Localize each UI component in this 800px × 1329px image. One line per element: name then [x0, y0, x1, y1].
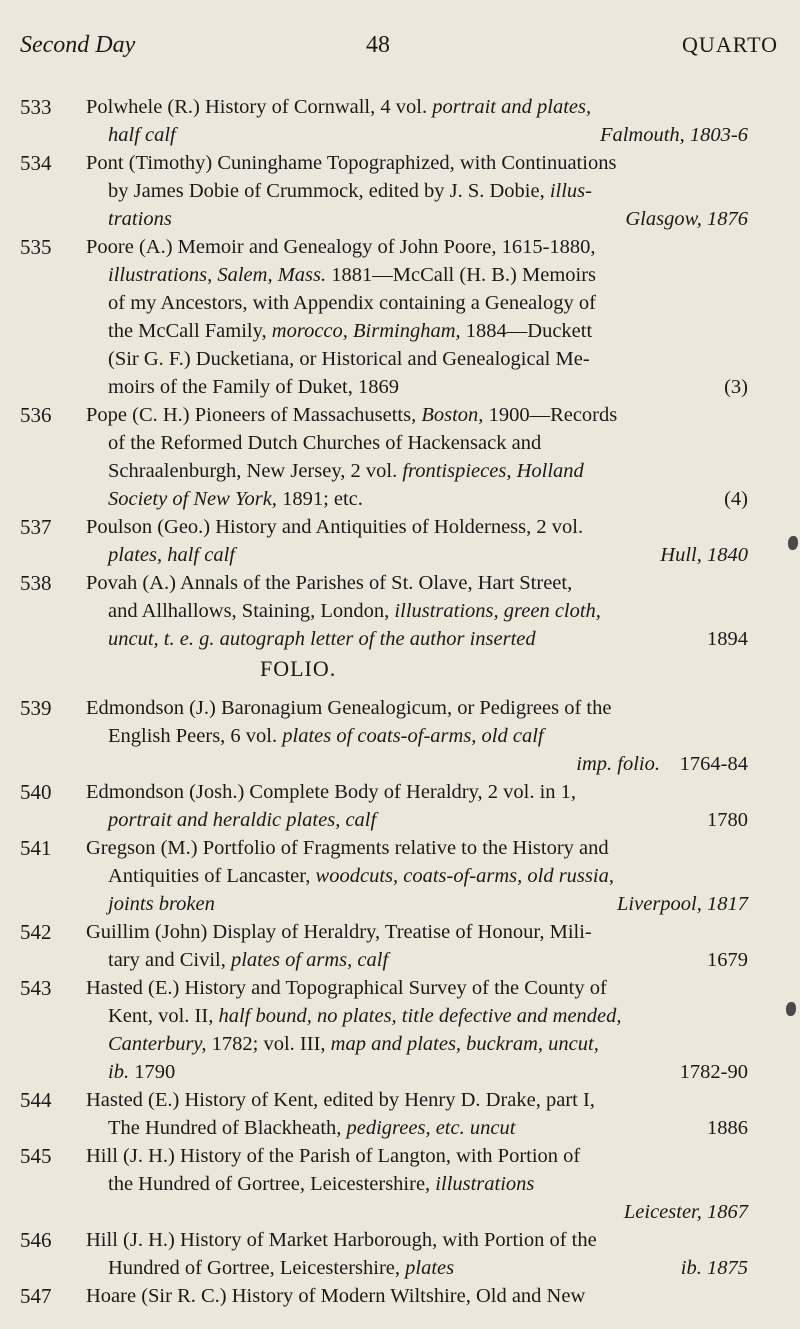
entry-text: joints broken	[108, 893, 215, 915]
entry-text: of the Reformed Dutch Churches of Hackensack and	[108, 432, 542, 454]
entry-text: pedigrees, etc. uncut	[346, 1117, 516, 1139]
entry-text: half bound, no plates, title defective and mended,	[218, 1005, 622, 1027]
entry-text: Kent, vol. II,	[108, 1005, 219, 1027]
entry-imprint: Falmouth, 1803-6	[599, 124, 748, 146]
entry-text: of my Ancestors, with Appendix containing a Genealogy of	[108, 292, 596, 314]
entry-text: 1881—McCall (H. B.) Memoirs	[326, 264, 597, 286]
lot-number: 541	[20, 836, 52, 860]
lot-number: 537	[20, 515, 52, 539]
entry-text: 1891; etc.	[276, 488, 363, 510]
entry-text: Schraalenburgh, New Jersey, 2 vol.	[108, 460, 403, 482]
lot-number: 540	[20, 780, 52, 804]
lot-number: 547	[20, 1284, 52, 1308]
lot-count: (3)	[724, 376, 748, 398]
section-heading: FOLIO.	[260, 656, 337, 681]
entry-text: 1900—Records	[483, 404, 618, 426]
entry-text: Poulson (Geo.) History and Antiquities of Holderness, 2 vol.	[86, 516, 584, 538]
entry-imprint: Leicester, 1867	[623, 1201, 748, 1223]
entry-date: 1679	[707, 949, 748, 971]
entry-text: illustrations, green cloth,	[394, 600, 601, 622]
entry-text: illustrations, Salem, Mass.	[108, 264, 327, 286]
entry-text: illustrations	[435, 1173, 535, 1195]
entry-text: Hasted (E.) History and Topographical Survey of the County of	[86, 977, 607, 999]
entry-text: Hill (J. H.) History of Market Harborough, with Portion of the	[86, 1229, 597, 1251]
entry-text: 1782; vol. III,	[206, 1033, 331, 1055]
entry-text: Edmondson (J.) Baronagium Genealogicum, or Pedigrees of the	[86, 697, 612, 719]
entry-text: portrait and heraldic plates, calf	[108, 809, 377, 831]
entry-text: half calf	[108, 124, 176, 146]
entry-imprint: Hull, 1840	[660, 544, 748, 566]
entry-text: woodcuts, coats-of-arms, old russia,	[315, 865, 614, 887]
lot-count: (4)	[724, 488, 748, 510]
entry-text: the Hundred of Gortree, Leicestershire,	[108, 1173, 436, 1195]
entry-text: Edmondson (Josh.) Complete Body of Heraldry, 2 vol. in 1,	[86, 781, 577, 803]
entry-imprint: Liverpool, 1817	[617, 893, 748, 915]
entry-text: morocco, Birmingham,	[271, 320, 461, 342]
page-blemish	[788, 536, 798, 550]
lot-number: 545	[20, 1144, 52, 1168]
entry-text: Boston,	[421, 404, 484, 426]
header-right: QUARTO	[682, 32, 778, 57]
entry-text: 1790	[129, 1061, 176, 1083]
entry-text: The Hundred of Blackheath,	[108, 1117, 347, 1139]
lot-number: 538	[20, 571, 52, 595]
entry-text: 1884—Duckett	[460, 320, 593, 342]
lot-number: 546	[20, 1228, 52, 1252]
page-number: 48	[366, 32, 390, 58]
entry-date: 1886	[707, 1117, 748, 1139]
entry-text: and Allhallows, Staining, London,	[108, 600, 395, 622]
entry-text: (Sir G. F.) Ducketiana, or Historical and Genealogical Me-	[108, 348, 590, 370]
entry-text: Polwhele (R.) History of Cornwall, 4 vol.	[86, 96, 433, 118]
entry-text: Antiquities of Lancaster,	[108, 865, 316, 887]
entry-format: imp. folio.	[576, 753, 660, 775]
entry-text: by James Dobie of Crummock, edited by J. S. Dobie,	[108, 180, 550, 202]
entry-text: plates of arms, calf	[230, 949, 389, 971]
page-header	[20, 32, 778, 72]
entry-text: map and plates, buckram, uncut,	[330, 1033, 599, 1055]
lot-number: 533	[20, 95, 52, 119]
entry-text: Pont (Timothy) Cuninghame Topographized, with Continuations	[86, 152, 617, 174]
lot-number: 542	[20, 920, 52, 944]
entry-text: plates	[405, 1257, 455, 1279]
entry-text: Hasted (E.) History of Kent, edited by Henry D. Drake, part I,	[86, 1089, 595, 1111]
entry-text: Poore (A.) Memoir and Genealogy of John Poore, 1615-1880,	[86, 236, 596, 258]
entry-text: portrait and plates,	[432, 96, 592, 118]
entry-text: Hill (J. H.) History of the Parish of Langton, with Portion of	[86, 1145, 581, 1167]
header-left: Second Day	[20, 32, 136, 58]
lot-number: 534	[20, 151, 52, 175]
entry-text: Canterbury,	[108, 1033, 207, 1055]
entry-date: 1782-90	[679, 1061, 748, 1083]
entry-text: Hoare (Sir R. C.) History of Modern Wiltshire, Old and New	[86, 1285, 586, 1307]
lot-number: 535	[20, 235, 52, 259]
lot-number: 544	[20, 1088, 52, 1112]
entry-text: illus-	[549, 180, 592, 202]
entry-text: Pope (C. H.) Pioneers of Massachusetts,	[86, 404, 422, 426]
entry-imprint: Glasgow, 1876	[625, 208, 748, 230]
entry-text: Povah (A.) Annals of the Parishes of St. Olave, Hart Street,	[86, 572, 573, 594]
entry-text: trations	[108, 208, 172, 230]
entry-text: plates of coats-of-arms, old calf	[282, 725, 544, 747]
lot-number: 536	[20, 403, 52, 427]
entry-text: frontispieces, Holland	[402, 460, 584, 482]
entry-date: 1780	[707, 809, 748, 831]
entry-imprint: ib. 1875	[680, 1257, 748, 1279]
entry-text: the McCall Family,	[108, 320, 272, 342]
lot-number: 539	[20, 696, 52, 720]
page-blemish	[786, 1002, 796, 1016]
lot-number: 543	[20, 976, 52, 1000]
entry-text: Guillim (John) Display of Heraldry, Treatise of Honour, Mili-	[86, 921, 592, 943]
entry-text: ib.	[108, 1061, 130, 1083]
entry-text: plates, half calf	[108, 544, 235, 566]
entry-text: uncut, t. e. g. autograph letter of the author inserted	[108, 628, 536, 650]
entry-text: tary and Civil,	[108, 949, 231, 971]
entry-text: Society of New York,	[108, 488, 277, 510]
entry-text: Gregson (M.) Portfolio of Fragments relative to the History and	[86, 837, 609, 859]
entry-date: 1894	[707, 628, 748, 650]
entry-text: moirs of the Family of Duket, 1869	[108, 376, 399, 398]
entry-text: English Peers, 6 vol.	[108, 725, 283, 747]
entry-text: Hundred of Gortree, Leicestershire,	[108, 1257, 406, 1279]
entry-date: 1764-84	[679, 753, 748, 775]
